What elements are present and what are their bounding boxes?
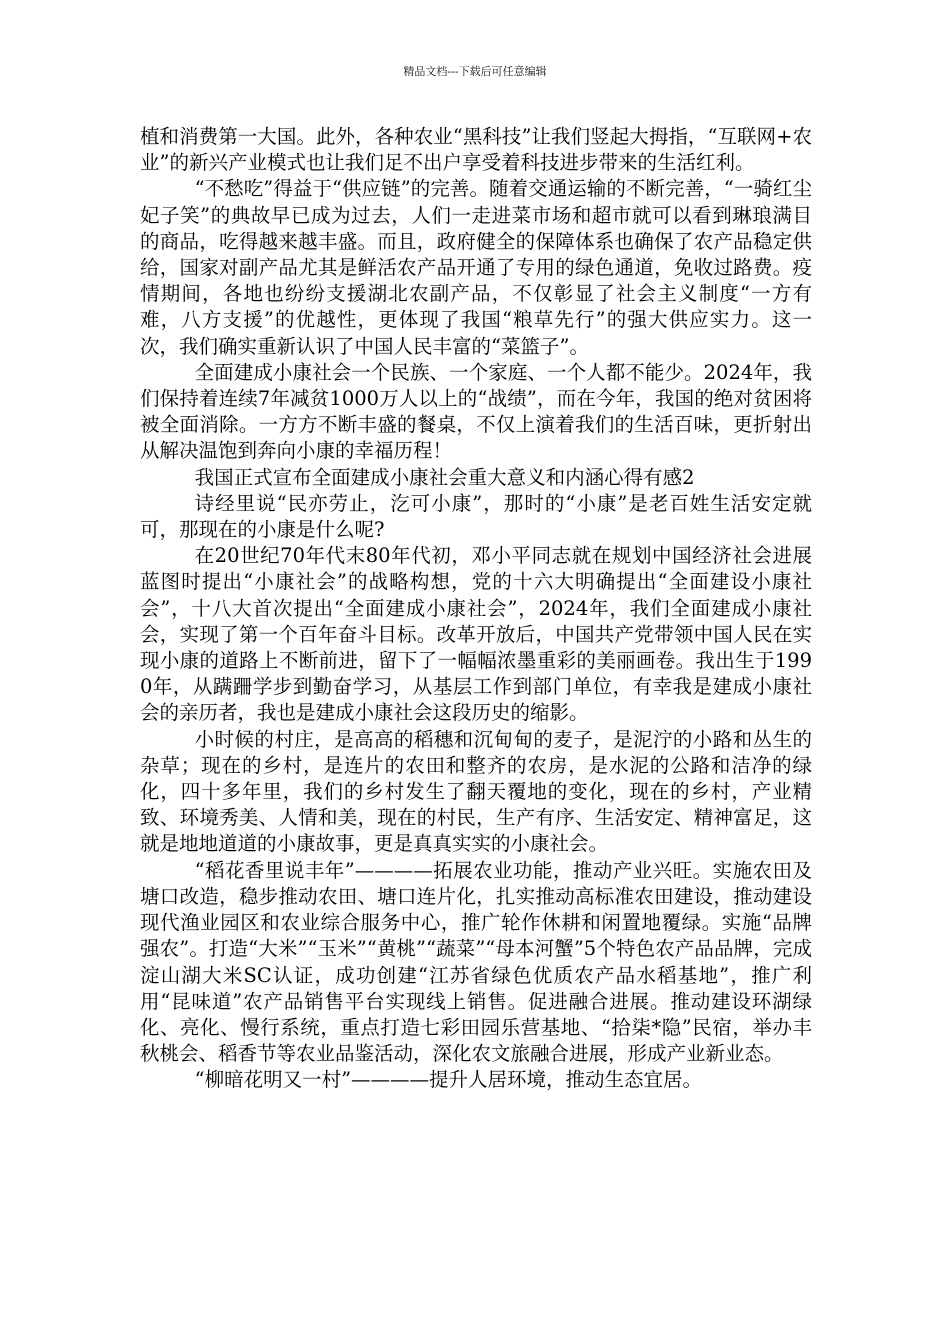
paragraph-poverty-reduction: 全面建成小康社会一个民族、一个家庭、一个人都不能少。2024年，我们保持着连续7年减贫1000万人以上的“战绩”，而在今年，我国的绝对贫困将被全面消除。一方方不断丰盛的餐桌，不仅上演着我们的生活百味，更折射出从解决温饱到奔向小康的幸福历程！ [140, 360, 812, 463]
paragraph-book-of-songs: 诗经里说“民亦劳止，汔可小康”，那时的“小康”是老百姓生活安定就可，那现在的小康是什么呢? [140, 491, 812, 542]
paragraph-history: 在20世纪70年代末80年代初，邓小平同志就在规划中国经济社会进展蓝图时提出“小康社会”的战略构想，党的十六大明确提出“全面建设小康社会”，十八大首次提出“全面建成小康社会”，2024年，我们全面建成小康社会，实现了第一个百年奋斗目标。改革开放后，中国共产党带领中国人民在实现小康的道路上不断前进，留下了一幅幅浓墨重彩的美丽画卷。我出生于1990年，从蹒跚学步到勤奋学习，从基层工作到部门单位，有幸我是建成小康社会的亲历者，我也是建成小康社会这段历史的缩影。 [140, 544, 812, 725]
paragraph-supply-chain: “不愁吃”得益于“供应链”的完善。随着交通运输的不断完善，“一骑红尘妃子笑”的典故早已成为过去，人们一走进菜市场和超市就可以看到琳琅满目的商品，吃得越来越丰盛。而且，政府健全的保障体系也确保了农产品稳定供给，国家对副产品尤其是鲜活农产品开通了专用的绿色通道，免收过路费。疫情期间，各地也纷纷支援湖北农副产品，不仅彰显了社会主义制度“一方有难，八方支援”的优越性，更体现了我国“粮草先行”的强大供应实力。这一次，我们确实重新认识了中国人民丰富的“菜篮子”。 [140, 177, 812, 358]
document-body [140, 124, 812, 1094]
paragraph-village-change: 小时候的村庄，是高高的稻穗和沉甸甸的麦子，是泥泞的小路和丛生的杂草；现在的乡村，是连片的农田和整齐的农房，是水泥的公路和洁净的绿化，四十多年里，我们的乡村发生了翻天覆地的变化，现在的乡村，产业精致、环境秀美、人情和美，现在的村民，生产有序、生活安定、精神富足，这就是地地道道的小康故事，更是真真实实的小康社会。 [140, 727, 812, 856]
paragraph-living-environment: “柳暗花明又一村”————提升人居环境，推动生态宜居。 [194, 1068, 703, 1092]
section-heading: 我国正式宣布全面建成小康社会重大意义和内涵心得有感2 [194, 465, 695, 489]
paragraph-agriculture: “稻花香里说丰年”————拓展农业功能，推动产业兴旺。实施农田及塘口改造，稳步推动农田、塘口连片化，扎实推动高标准农田建设，推动建设现代渔业园区和农业综合服务中心，推广轮作休耕和闲置地覆绿。实施“品牌强农”。打造“大米”“玉米”“黄桃”“蔬菜”“母本河蟹”5个特色农产品品牌，完成淀山湖大米SC认证，成功创建“江苏省绿色优质农产品水稻基地”，推广利用“昆味道”农产品销售平台实现线上销售。促进融合进展。推动建设环湖绿化、亮化、慢行系统，重点打造七彩田园乐营基地、“拾柒*隐”民宿，举办丰秋桃会、稻香节等农业品鉴活动，深化农文旅融合进展，形成产业新业态。 [140, 858, 812, 1066]
paragraph-continuation: 植和消费第一大国。此外，各种农业“黑科技”让我们竖起大拇指，“互联网+农业”的新兴产业模式也让我们足不出户享受着科技进步带来的生活红利。 [140, 125, 812, 175]
page-header-note: 精品文档---下载后可任意编辑 [403, 65, 547, 78]
